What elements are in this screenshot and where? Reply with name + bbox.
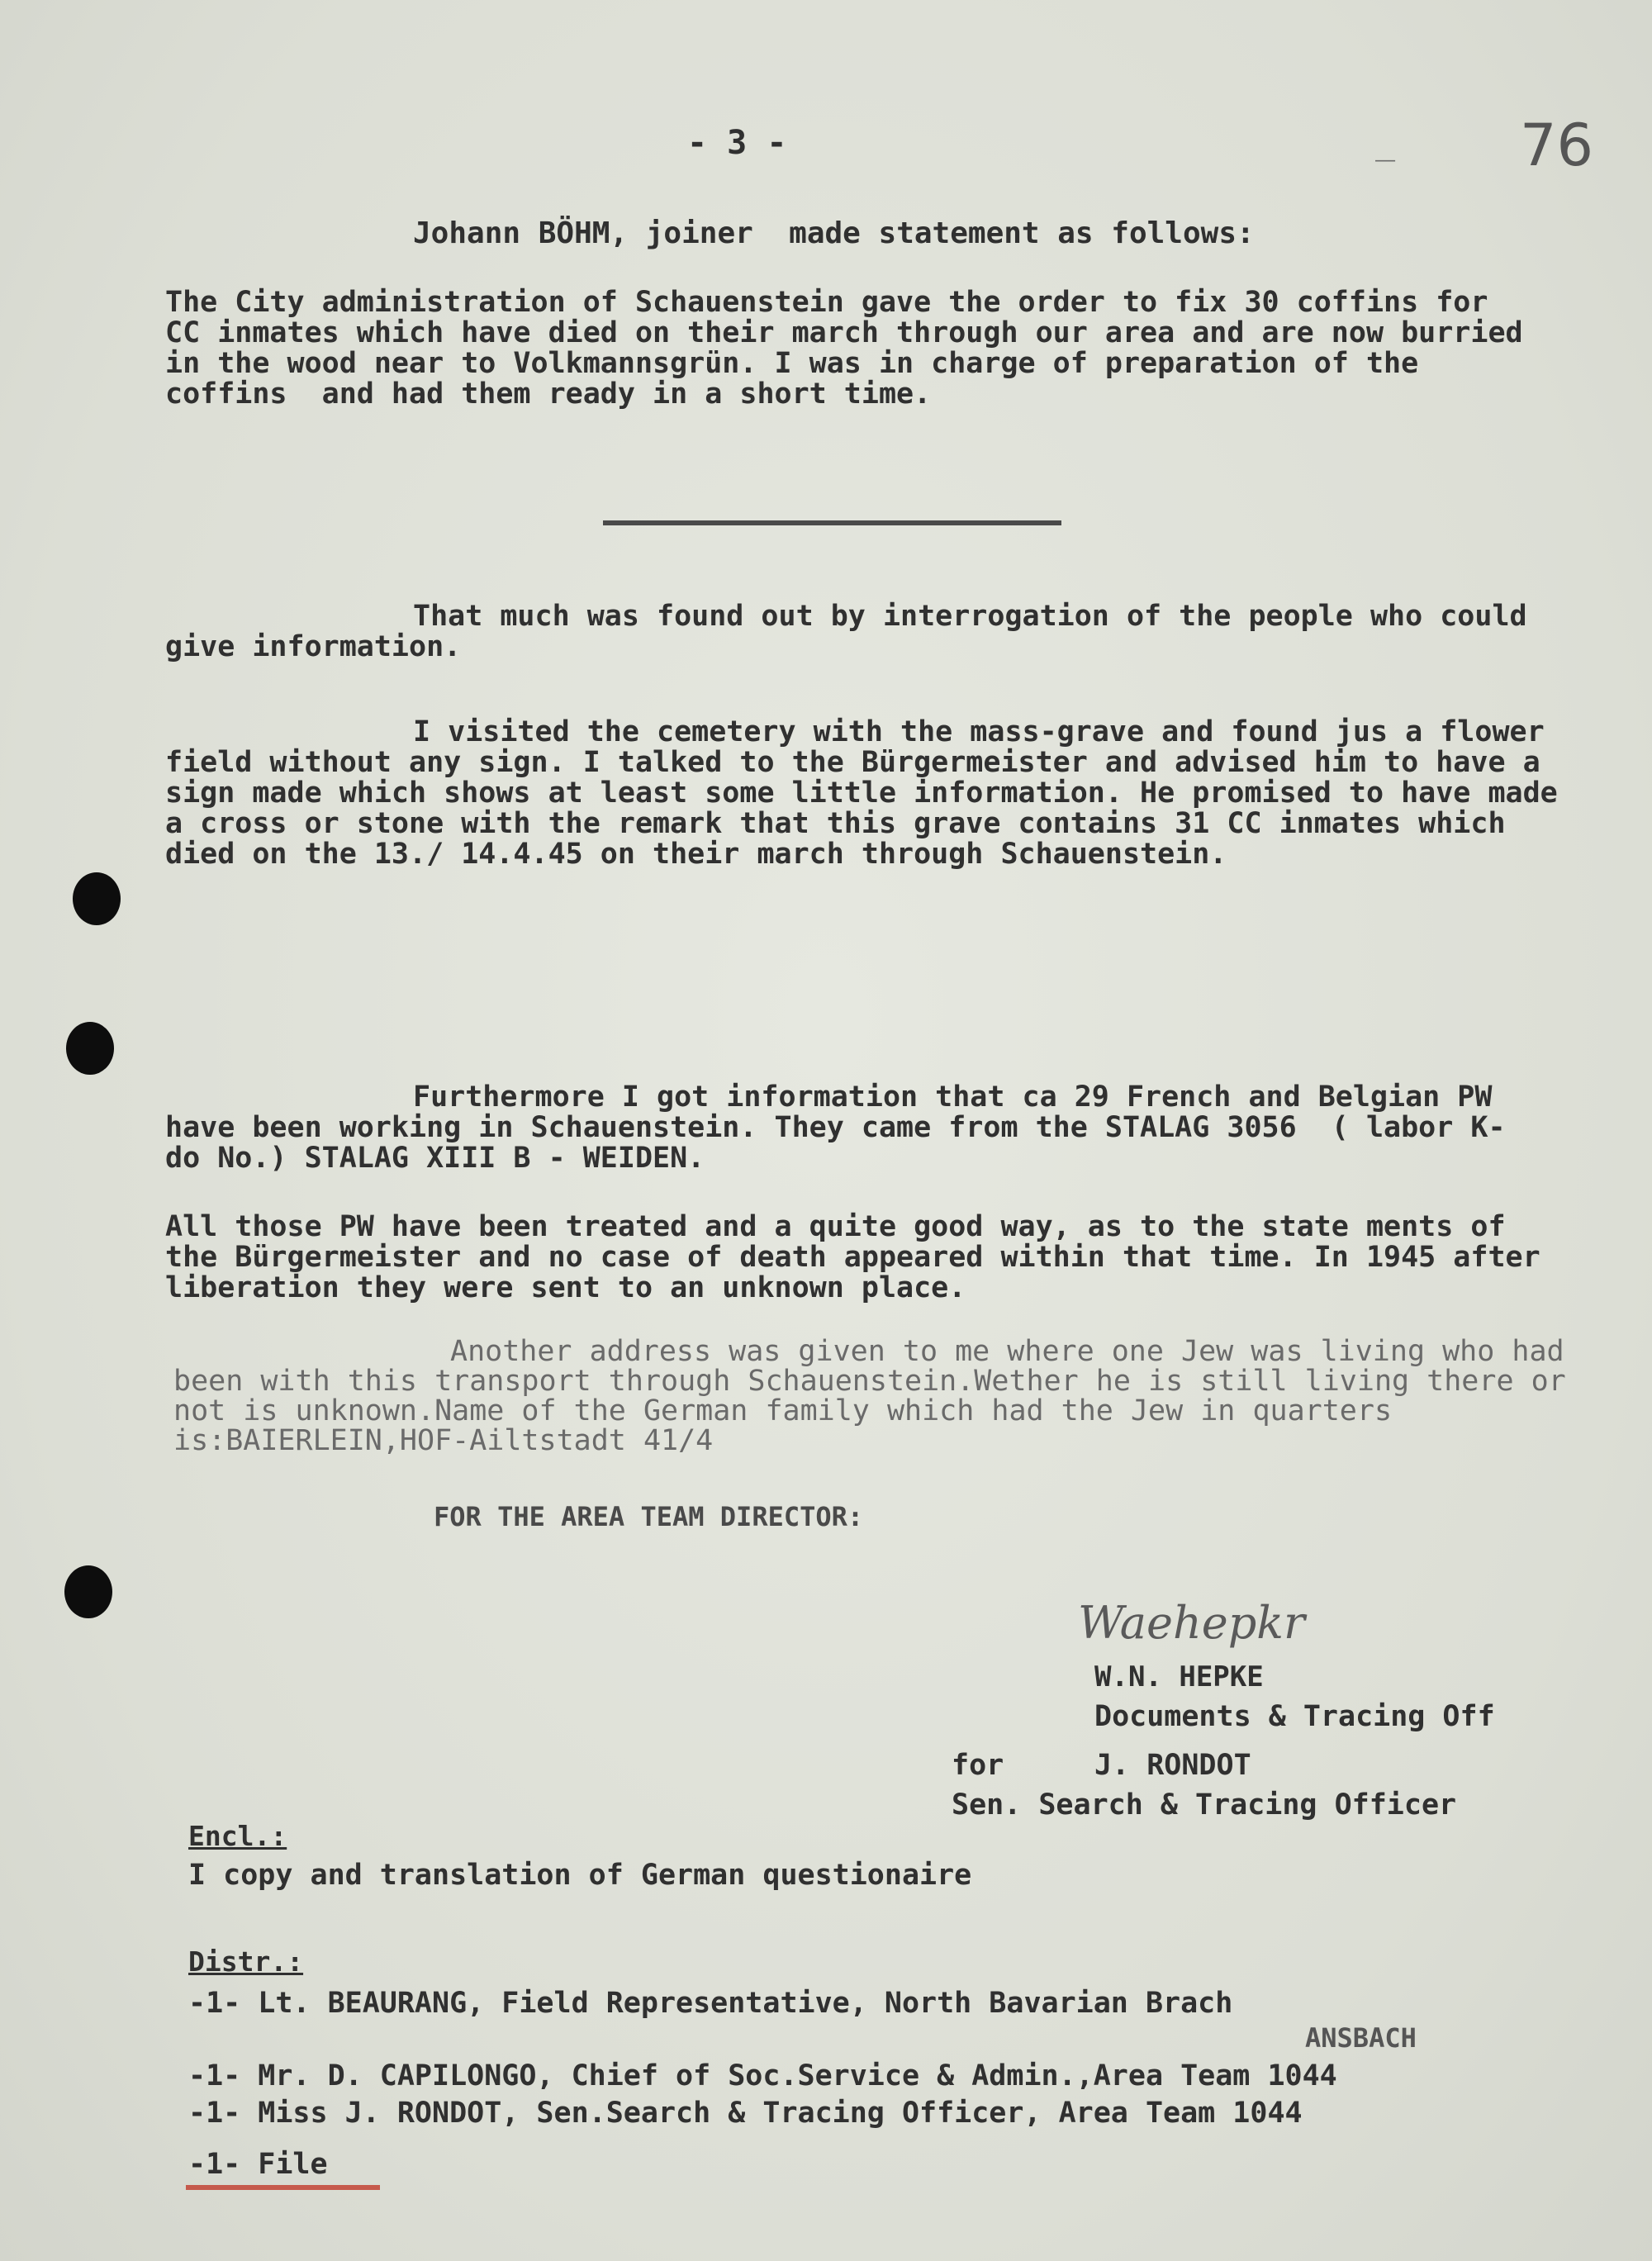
for-director-label: FOR THE AREA TEAM DIRECTOR: (434, 1501, 864, 1532)
for-label: for (952, 1749, 1004, 1782)
distribution-entry: -1- Lt. BEAURANG, Field Representative, North Bavarian Brach (188, 1987, 1233, 2020)
handwritten-signature: Waehepkr (1078, 1597, 1305, 1649)
section-divider (603, 520, 1061, 525)
distribution-entry: -1- Mr. D. CAPILONGO, Chief of Soc.Service & Admin.,Area Team 1044 (188, 2059, 1337, 2092)
distribution-entry: -1- Miss J. RONDOT, Sen.Search & Tracing Officer, Area Team 1044 (188, 2097, 1303, 2130)
enclosure-label: Encl.: (188, 1820, 287, 1852)
punch-hole-bottom (64, 1565, 112, 1618)
folio-number: 76 (1520, 112, 1594, 179)
distribution-entry-location: ANSBACH (1305, 2022, 1417, 2054)
punch-hole-middle (66, 1022, 114, 1075)
paragraph-pw: Furthermore I got information that ca 29 French and Belgian PW have been working in Schauenstein. They came from the STALAG 3056 ( labor K-do No.) STALAG XIII B - WEIDEN. (165, 1081, 1510, 1175)
for-title: Sen. Search & Tracing Officer (952, 1788, 1457, 1822)
paragraph-address: Another address was given to me where one Jew was living who had been with this transport through Schauenstein.Wether he is still living there or not is unknown.Name of the German family which had the Jew in quarters is:BAIERLEIN,HOF-Ailtstadt 41/4 (173, 1335, 1583, 1457)
red-pencil-underline (186, 2185, 380, 2190)
for-name: J. RONDOT (1094, 1749, 1251, 1782)
punch-hole-top (73, 872, 121, 925)
paragraph-cemetery: I visited the cemetery with the mass-grave and found jus a flower field without any sign. I talked to the Bürgermeister and advised him to have a sign made which shows at least some little information. He promised to have made a cross or stone with the remark that this grave contains 31 CC inmates which died on the 13./ 14.4.45 on their march through Schauenstein. (165, 715, 1575, 871)
distribution-label: Distr.: (188, 1945, 304, 1978)
header-dash: _ (1375, 124, 1396, 162)
signatory-name: W.N. HEPKE (1094, 1660, 1264, 1693)
signatory-title: Documents & Tracing Off (1094, 1700, 1495, 1733)
paragraph-treated: All those PW have been treated and a quite good way, as to the state ments of the Bürgermeister and no case of death appeared within that time. In 1945 after liberation they were sent to an unknown place. (165, 1210, 1558, 1304)
paragraph-interrogation: That much was found out by interrogation of the people who could give information. (165, 600, 1545, 663)
distribution-entry-file: -1- File (188, 2148, 328, 2181)
enclosure-item: I copy and translation of German questionaire (188, 1859, 972, 1892)
page-number: - 3 - (687, 124, 787, 162)
statement-intro: Johann BÖHM, joiner made statement as follows: (413, 216, 1255, 250)
statement-body: The City administration of Schauenstein gave the order to fix 30 coffins for CC inmates which have died on their march through our area and are now burried in the wood near to Volkmannsgrün. I was in charge of preparation of the coffins and had them ready in a short time. (165, 286, 1540, 411)
